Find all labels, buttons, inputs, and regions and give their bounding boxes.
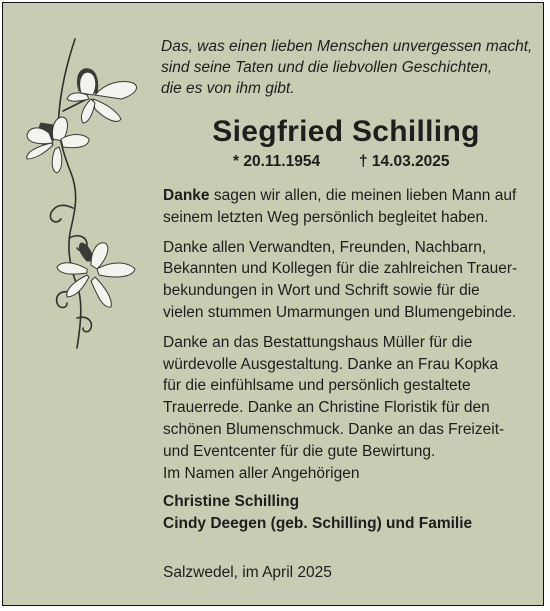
paragraph [163, 237, 538, 324]
text-line: würdevolle Ausgestaltung. Danke an Frau Kopka [163, 355, 499, 373]
text-line: und Eventcenter für die gute Bewirtung. [163, 442, 436, 460]
text-line: vielen stummen Umarmungen und Blumengebinde. [163, 303, 517, 321]
text-line: Danke sagen wir allen, die meinen lieben Mann auf [163, 187, 517, 204]
signatory: Cindy Deegen (geb. Schilling) und Familie [163, 514, 473, 532]
thank-you-text [163, 185, 538, 471]
death-date: † 14.03.2025 [359, 153, 450, 170]
motto-line: sind seine Taten und die liebvollen Geschichten, [161, 59, 493, 76]
signoff-intro: Im Namen aller Angehörigen [163, 465, 360, 482]
text-line: für die einfühlsame und persönlich gestaltete [163, 377, 471, 395]
birth-date: * 20.11.1954 [233, 153, 321, 170]
text-line: schönen Blumenschmuck. Danke an das Freizeit- [163, 420, 505, 438]
flower-vine-illustration [17, 33, 152, 373]
text-line: Danke an das Bestattungshaus Müller für die [163, 333, 473, 351]
motto-line: die es von ihm gibt. [161, 80, 295, 97]
text-line: Bekannten und Kollegen für die zahlreichen Trauer- [163, 260, 518, 278]
signatory: Christine Schilling [163, 492, 300, 510]
place-and-date: Salzwedel, im April 2025 [163, 564, 332, 581]
paragraph [163, 185, 538, 229]
motto-quote [161, 36, 541, 99]
signoff [163, 463, 472, 534]
lead-word: Danke [163, 187, 210, 204]
text-line: Trauerrede. Danke an Christine Floristik für den [163, 399, 490, 417]
text-line: seinem letzten Weg persönlich begleitet haben. [163, 208, 489, 226]
obituary-card [2, 2, 544, 606]
motto-line: Das, was einen lieben Menschen unvergessen macht, [161, 38, 533, 55]
paragraph [163, 332, 538, 463]
text-line: Danke allen Verwandten, Freunden, Nachbarn, [163, 238, 487, 256]
deceased-name: Siegfried Schilling [212, 115, 480, 148]
text-line: bekundungen in Wort und Schrift sowie für die [163, 282, 480, 300]
